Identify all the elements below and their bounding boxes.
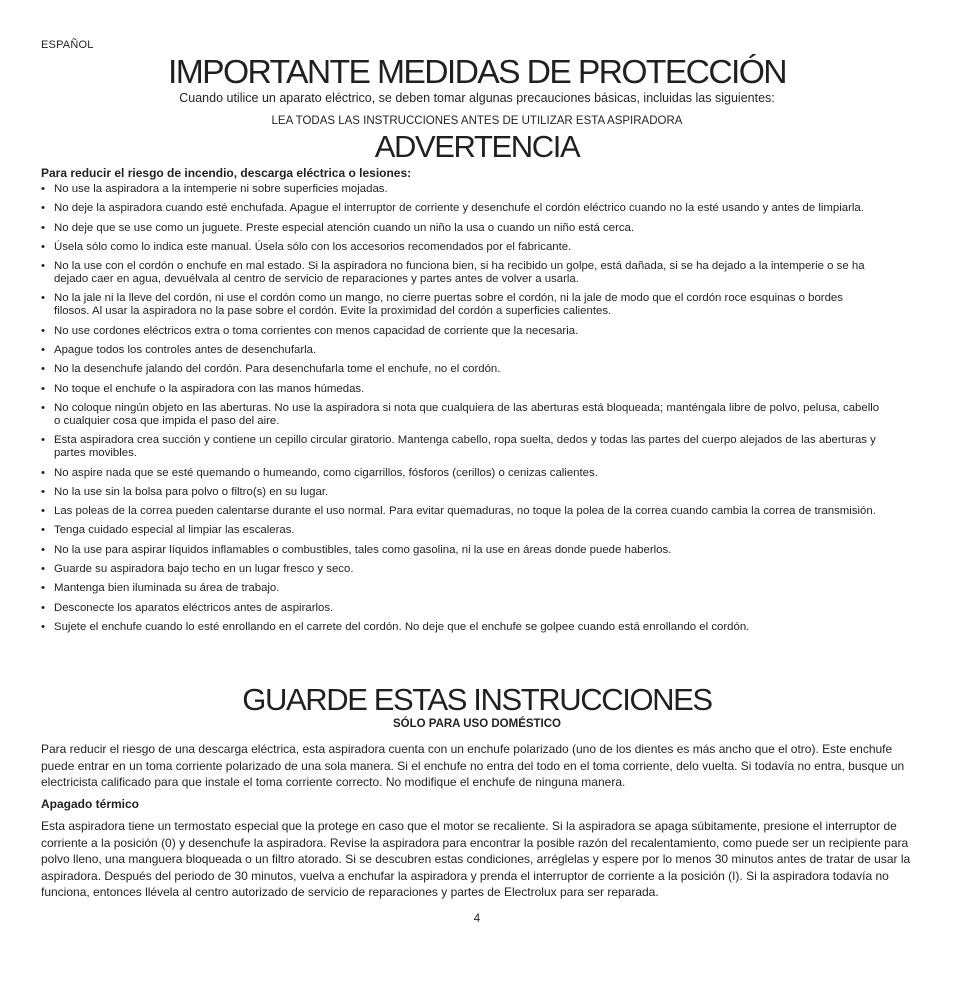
safety-bullet-list [41,183,881,640]
list-item: • No coloque ningún objeto en las aberturas. No use la aspiradora si nota que cualquiera de las aberturas está bloqueada; manténgala libre de polvo, pelusa, cabello o cualquier cosa que impida el paso del aire. [41,402,881,428]
warning-title: ADVERTENCIA [374,129,580,164]
list-item: • Úsela sólo como lo indica este manual. Úsela sólo con los accesorios recomendados por el fabricante. [41,241,881,254]
list-item: • No la use para aspirar líquidos inflamables o combustibles, tales como gasolina, ni la use en áreas donde puede haberlos. [41,544,881,557]
list-item: • No use cordones eléctricos extra o toma corrientes con menos capacidad de corriente que la necesaria. [41,325,881,338]
warning-lead: Para reducir el riesgo de incendio, descarga eléctrica o lesiones: [41,166,412,180]
list-item: • No aspire nada que se esté quemando o humeando, como cigarrillos, fósforos (cerillos) o cenizas calientes. [41,467,881,480]
list-item: • No deje que se use como un juguete. Preste especial atención cuando un niño la usa o cuando un niño está cerca. [41,222,881,235]
language-label: ESPAÑOL [41,39,94,51]
thermal-shutoff-heading: Apagado térmico [41,797,140,811]
list-item: • Las poleas de la correa pueden calentarse durante el uso normal. Para evitar quemaduras, no toque la polea de la correa cuando cambia la correa de transmisión. [41,505,881,518]
polarized-plug-paragraph: Para reducir el riesgo de una descarga eléctrica, esta aspiradora cuenta con un enchufe polarizado (uno de los dientes es más ancho que el otro). Este enchufe puede entrar en un toma corriente polarizado de una sola manera. Si el enchufe no entra del todo en el toma corriente, delo vuelta. Si todavía no entra, busque un electricista calificado para que instale el toma corriente correcto. No modifique el enchufe de ninguna manera. [41,742,905,789]
thermal-shutoff-paragraph: Esta aspiradora tiene un termostato especial que la protege en caso que el motor se recaliente. Si la aspiradora se apaga súbitamente, presione el interruptor de corriente a la posición (0) y desenchufe la aspiradora. Revise la aspiradora para encontrar la posible razón del recalentamiento, como puede ser un recipiente para polvo lleno, una manguera bloqueada o un filtro atorado. Si se descubren estas condiciones, arréglelas y espere por lo menos 30 minutos antes de tratar de usar la aspiradora. Después del periodo de 30 minutos, vuelva a enchufar la aspiradora y prenda el interruptor de corriente a la posición (I). Si la aspiradora todavía no funciona, entonces llévela al centro autorizado de servicio de reparaciones y partes de Electrolux para ser reparada. [41,819,911,899]
read-all-notice: LEA TODAS LAS INSTRUCCIONES ANTES DE UTILIZAR ESTA ASPIRADORA [271,115,683,127]
list-item: • No toque el enchufe o la aspiradora con las manos húmedas. [41,383,881,396]
list-item: • Apague todos los controles antes de desenchufarla. [41,344,881,357]
list-item: • Esta aspiradora crea succión y contiene un cepillo circular giratorio. Mantenga cabello, ropa suelta, dedos y todas las partes del cuerpo alejados de las aberturas y partes movibles. [41,434,881,460]
save-instructions-title: GUARDE ESTAS INSTRUCCIONES [242,682,712,717]
household-only-label: SÓLO PARA USO DOMÉSTICO [392,718,562,730]
list-item: • No la use sin la bolsa para polvo o filtro(s) en su lugar. [41,486,881,499]
list-item: • Guarde su aspiradora bajo techo en un lugar fresco y seco. [41,563,881,576]
list-item: • Mantenga bien iluminada su área de trabajo. [41,582,881,595]
list-item: • No use la aspiradora a la intemperie ni sobre superficies mojadas. [41,183,881,196]
list-item: • Tenga cuidado especial al limpiar las escaleras. [41,524,881,537]
list-item: • Desconecte los aparatos eléctricos antes de aspirarlos. [41,602,881,615]
list-item: • No la use con el cordón o enchufe en mal estado. Si la aspiradora no funciona bien, si ha recibido un golpe, está dañada, si se ha dejado a la intemperie o se ha dejado caer en agua, devuélvala al centro de servicio de reparaciones y partes antes de volver a usarla. [41,260,881,286]
list-item: • No deje la aspiradora cuando esté enchufada. Apague el interruptor de corriente y desenchufe el cordón eléctrico cuando no la esté usando y antes de limpiarla. [41,202,881,215]
page-number: 4 [473,913,481,925]
list-item: • Sujete el enchufe cuando lo esté enrollando en el carrete del cordón. No deje que el enchufe se golpee cuando está enrollando el cordón. [41,621,881,634]
list-item: • No la jale ni la lleve del cordón, ni use el cordón como un mango, no cierre puertas sobre el cordón, ni la jale de modo que el cordón roce esquinas o bordes filosos. Al usar la aspiradora no la pase sobre el cordón. Evite la proximidad del cordón a superficies calientes. [41,292,881,318]
intro-text: Cuando utilice un aparato eléctrico, se deben tomar algunas precauciones básicas, incluidas las siguientes: [179,91,775,105]
list-item: • No la desenchufe jalando del cordón. Para desenchufarla tome el enchufe, no el cordón. [41,363,881,376]
main-title: IMPORTANTE MEDIDAS DE PROTECCIÓN [168,53,786,90]
